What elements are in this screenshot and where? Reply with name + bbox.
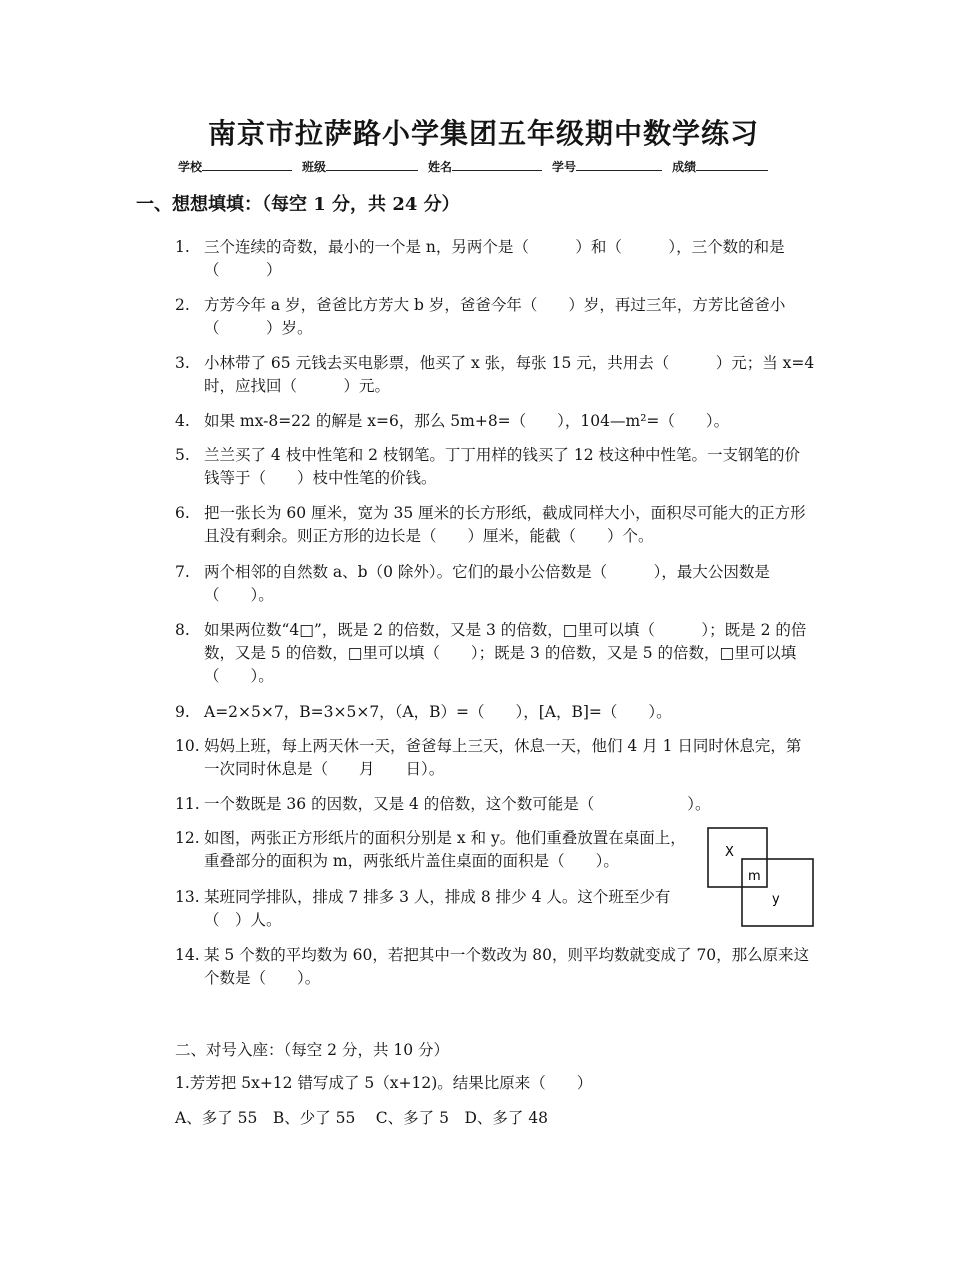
section1-heading: 一、想想填填：（每空 1 分，共 24 分） (136, 194, 460, 215)
question-8 (175, 619, 815, 688)
question-number: 13. (175, 888, 200, 906)
question-7 (175, 561, 815, 607)
question-number: 2. (175, 296, 190, 314)
question-text: 如果两位数“4□”，既是 2 的倍数，又是 3 的倍数，□里可以填（ ）；既是 2 的倍数，又是 5 的倍数，□里可以填（ ）；既是 3 的倍数，又是 5 的倍数，□里可以填（ ）。 (204, 621, 807, 685)
school-blank[interactable] (202, 160, 292, 171)
figure-label-y: y (772, 892, 780, 907)
question-text: 小林带了 65 元钱去买电影票，他买了 x 张，每张 15 元，共用去（ ）元；当 x=4 时，应找回（ ）元。 (204, 354, 815, 395)
name-label: 姓名 (428, 160, 453, 174)
question-12 (175, 827, 700, 873)
section2-question-1: 1.芳芳把 5x+12 错写成了 5（x+12)。结果比原来（ ） (175, 1074, 593, 1092)
student-info-line (178, 158, 768, 175)
question-text: 如图，两张正方形纸片的面积分别是 x 和 y。他们重叠放置在桌面上，重叠部分的面积为 m，两张纸片盖住桌面的面积是（ ）。 (204, 829, 686, 870)
question-4 (175, 410, 815, 433)
section2-heading: 二、对号入座：（每空 2 分，共 10 分） (175, 1041, 450, 1059)
class-label: 班级 (302, 160, 327, 174)
question-number: 11. (175, 795, 200, 813)
student-number-label: 学号 (552, 160, 577, 174)
school-label: 学校 (178, 160, 203, 174)
question-6 (175, 502, 815, 548)
question-number: 1. (175, 238, 190, 256)
question-14 (175, 944, 815, 990)
page-title: 南京市拉萨路小学集团五年级期中数学练习 (207, 117, 759, 150)
question-text: 一个数既是 36 的因数，又是 4 的倍数，这个数可能是（ ）。 (204, 795, 711, 813)
question-5 (175, 444, 815, 490)
overlapping-squares-figure (706, 826, 818, 930)
score-label: 成绩 (672, 160, 697, 174)
question-text: A=2×5×7，B=3×5×7，（A，B）=（ ），[A，B]=（ ）。 (204, 703, 672, 721)
question-text: 方芳今年 a 岁，爸爸比方芳大 b 岁，爸爸今年（ ）岁，再过三年，方芳比爸爸小（ ）岁。 (204, 296, 786, 337)
question-3 (175, 352, 815, 398)
section2-question-1-options: A、多了 55 B、少了 55 C、多了 5 D、多了 48 (175, 1109, 549, 1127)
question-number: 3. (175, 354, 190, 372)
question-1 (175, 236, 815, 282)
question-number: 14. (175, 946, 200, 964)
figure-label-x: X (725, 845, 734, 860)
question-text: 把一张长为 60 厘米，宽为 35 厘米的长方形纸，截成同样大小，面积尽可能大的正方形且没有剩余。则正方形的边长是（ ）厘米，能截（ ）个。 (204, 504, 806, 545)
question-number: 9. (175, 703, 190, 721)
question-number: 8. (175, 621, 190, 639)
question-text: 如果 mx-8=22 的解是 x=6，那么 5m+8=（ ），104—m²=（ ）。 (204, 412, 730, 430)
figure-label-m: m (748, 869, 761, 884)
question-9 (175, 701, 815, 724)
question-number: 5. (175, 446, 190, 464)
score-blank[interactable] (696, 160, 768, 171)
question-number: 6. (175, 504, 190, 522)
question-number: 7. (175, 563, 190, 581)
question-11 (175, 793, 815, 816)
class-blank[interactable] (326, 160, 418, 171)
question-text: 某 5 个数的平均数为 60，若把其中一个数改为 80，则平均数就变成了 70，那么原来这个数是（ ）。 (204, 946, 810, 987)
question-text: 妈妈上班，每上两天休一天，爸爸每上三天，休息一天，他们 4 月 1 日同时休息完，第一次同时休息是（ 月 日）。 (204, 737, 802, 778)
question-number: 12. (175, 829, 200, 847)
student-number-blank[interactable] (576, 160, 662, 171)
question-2 (175, 294, 815, 340)
question-10 (175, 735, 815, 781)
question-13 (175, 886, 700, 932)
question-text: 三个连续的奇数，最小的一个是 n，另两个是（ ）和（ ），三个数的和是（ ） (204, 238, 785, 279)
question-text: 某班同学排队，排成 7 排多 3 人，排成 8 排少 4 人。这个班至少有（ ）人。 (204, 888, 671, 929)
name-blank[interactable] (452, 160, 542, 171)
question-number: 4. (175, 412, 190, 430)
question-text: 两个相邻的自然数 a、b（0 除外）。它们的最小公倍数是（ ），最大公因数是（ ）。 (204, 563, 770, 604)
question-number: 10. (175, 737, 200, 755)
question-text: 兰兰买了 4 枝中性笔和 2 枝钢笔。丁丁用样的钱买了 12 枝这种中性笔。一支钢笔的价钱等于（ ）枝中性笔的价钱。 (204, 446, 801, 487)
